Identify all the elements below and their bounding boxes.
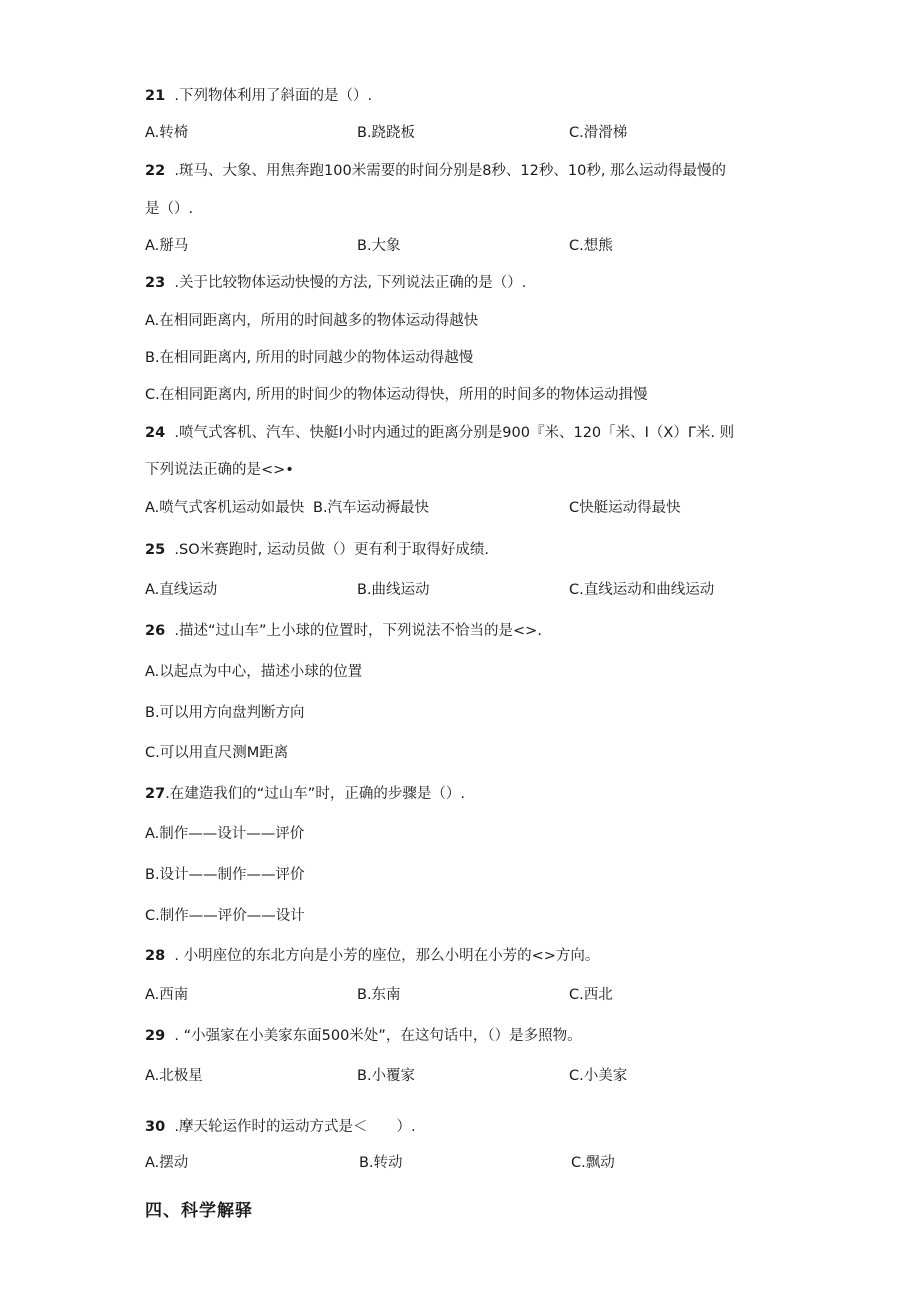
question-number: 29 [145, 1028, 166, 1044]
option-b: B.跷跷板 [357, 125, 416, 141]
option-b: B.设计——制作——评价 [145, 867, 305, 883]
option-a: A.制作——设计——评价 [145, 826, 305, 842]
question-29 [145, 1026, 582, 1046]
option-c: C.飘动 [571, 1155, 615, 1171]
question-21 [145, 86, 372, 106]
options-30 [145, 1153, 845, 1173]
question-25 [145, 540, 489, 560]
option-a: A.转椅 [145, 125, 189, 141]
question-24-continued: 下列说法正确的是<>• [145, 462, 294, 478]
options-28 [145, 985, 845, 1005]
question-number: 22 [145, 163, 166, 179]
option-c: C.制作——评价——设计 [145, 908, 305, 924]
question-text: .斑马、大象、用焦奔跑100米需要的时间分别是8秒、12秒、10秒, 那么运动得最慢的 [174, 163, 727, 179]
question-number: 30 [145, 1119, 166, 1135]
question-text: .SO米赛跑时, 运动员做（）更有利于取得好成绩. [174, 542, 489, 558]
options-25 [145, 580, 845, 600]
option-a: A.西南 [145, 987, 189, 1003]
question-number: 28 [145, 948, 166, 964]
question-23 [145, 273, 526, 293]
option-c: C快艇运动得最快 [569, 500, 681, 516]
option-b: B.小覆家 [357, 1068, 416, 1084]
option-b: B.汽车运动褥最快 [313, 500, 430, 516]
question-text: .摩天轮运作时的运动方式是＜ ）. [174, 1119, 416, 1135]
question-24 [145, 423, 734, 443]
option-b: B.曲线运动 [357, 582, 430, 598]
question-30 [145, 1117, 416, 1137]
option-a: A.掰马 [145, 238, 189, 254]
option-c: C.西北 [569, 987, 613, 1003]
option-b: B.转动 [359, 1155, 403, 1171]
option-a: A.以起点为中心，描述小球的位置 [145, 664, 363, 680]
option-a: A.北极星 [145, 1068, 203, 1084]
question-number: 23 [145, 275, 166, 291]
question-number: 25 [145, 542, 166, 558]
question-text: .在建造我们的“过山车”时，正确的步骤是（）. [165, 786, 465, 802]
option-c: C.想熊 [569, 238, 613, 254]
option-b: B.在相同距离内, 所用的时同越少的物体运动得越慢 [145, 350, 474, 366]
options-21 [145, 123, 845, 143]
option-a: A.在相同距离内，所用的时间越多的物体运动得越快 [145, 313, 479, 329]
options-22 [145, 236, 845, 256]
question-text: .关于比较物体运动快慢的方法, 下列说法正确的是（）. [174, 275, 527, 291]
options-24 [145, 498, 845, 518]
question-number: 21 [145, 88, 166, 104]
question-number: 26 [145, 623, 166, 639]
question-text: . “小强家在小美家东面500米处”，在这句话中，（）是多照物。 [174, 1028, 582, 1044]
question-27 [145, 784, 465, 804]
option-c: C.滑滑梯 [569, 125, 628, 141]
options-29 [145, 1066, 845, 1086]
option-a: A.摆动 [145, 1155, 189, 1171]
question-text: .下列物体利用了斜面的是（）. [174, 88, 373, 104]
question-text: .喷气式客机、汽车、快艇I小时内通过的距离分别是900『米、120「米、I（X）Γ米. 则 [174, 425, 735, 441]
option-b: B.东南 [357, 987, 401, 1003]
question-number: 27 [145, 786, 166, 802]
option-b: B.大象 [357, 238, 401, 254]
option-a: A.直线运动 [145, 582, 218, 598]
option-c: C.小美家 [569, 1068, 628, 1084]
question-22-continued: 是（）. [145, 201, 194, 217]
question-22 [145, 161, 726, 181]
option-c: C.直线运动和曲线运动 [569, 582, 715, 598]
option-c: C.在相同距离内, 所用的时间少的物体运动得快，所用的时间多的物体运动揖慢 [145, 387, 648, 403]
section-heading: 四、科学解驿 [145, 1201, 253, 1221]
option-a: A.喷气式客机运动如最快 [145, 500, 305, 516]
option-c: C.可以用直尺测M距离 [145, 745, 289, 761]
question-text: . 小明座位的东北方向是小芳的座位，那么小明在小芳的<>方向。 [174, 948, 600, 964]
question-28 [145, 946, 599, 966]
question-text: .描述“过山车”上小球的位置时，下列说法不恰当的是<>. [174, 623, 542, 639]
question-number: 24 [145, 425, 166, 441]
option-b: B.可以用方向盘判断方向 [145, 705, 305, 721]
question-26 [145, 621, 542, 641]
